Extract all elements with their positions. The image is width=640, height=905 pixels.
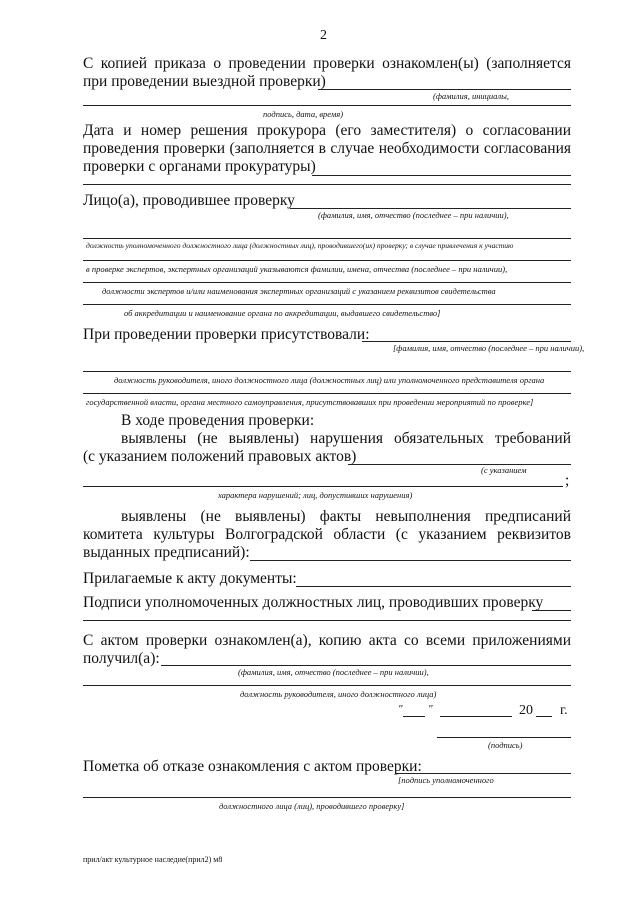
fill-line	[83, 685, 571, 686]
hint-text: (фамилия, имя, отчество (последнее – при наличии),	[318, 210, 509, 220]
text-line: проведения проверки (заполняется в случае необходимости согласования	[83, 140, 571, 157]
date-quote: "	[398, 703, 403, 715]
text-line: выявлены (не выявлены) нарушения обязательных требований	[121, 430, 571, 447]
hint-text: подпись, дата, время)	[263, 109, 344, 119]
fill-line	[348, 464, 571, 465]
hint-text: [подпись уполномоченного	[398, 775, 494, 785]
date-day-line	[403, 716, 425, 717]
hint-text: в проверке экспертов, экспертных организаций указываются фамилии, имена, отчества (последнее – при наличии),	[86, 264, 508, 274]
fill-line	[83, 238, 571, 239]
fill-line	[83, 184, 571, 185]
hint-text: (фамилия, имя, отчество (последнее – при наличии),	[238, 667, 429, 677]
hint-text: об аккредитации и наименование органа по аккредитации, выдавшего свидетельство]	[124, 308, 441, 318]
text-line: при проведении выездной проверки)	[83, 73, 326, 90]
fill-line	[318, 89, 571, 90]
fill-line	[250, 560, 571, 561]
text-line: проверки с органами прокуратуры)	[83, 158, 316, 175]
text-line: Лицо(а), проводившее проверку	[83, 192, 295, 209]
hint-text: должности экспертов и/или наименования экспертных организаций с указанием реквизитов свидетельства	[102, 286, 496, 296]
fill-line	[83, 620, 571, 621]
hint-text: должность уполномоченного должностного лица (должностных лиц), проводившего(их) проверку; в случае привлечения к участию	[86, 241, 514, 250]
fill-line	[83, 371, 571, 372]
fill-line	[290, 208, 571, 209]
fill-line	[83, 486, 563, 487]
text-line: С копией приказа о проведении проверки ознакомлен(ы) (заполняется	[83, 55, 571, 72]
hint-text: государственной власти, органа местного самоуправления, присутствовавших при проведении мероприятий по проверке]	[86, 397, 534, 407]
hint-text: (подпись)	[488, 740, 523, 750]
semicolon: ;	[565, 472, 570, 489]
hint-text: должность руководителя, иного должностного лица (должностных лиц) или уполномоченного представителя органа	[114, 375, 545, 385]
date-year: 20	[519, 703, 533, 718]
text-line: Прилагаемые к акту документы:	[83, 570, 297, 587]
fill-line	[312, 175, 571, 176]
date-year-suffix: г.	[560, 703, 568, 718]
text-line: выданных предписаний):	[83, 544, 250, 561]
fill-line	[83, 393, 571, 394]
fill-line	[161, 665, 571, 666]
fill-line	[362, 341, 571, 342]
text-line: С актом проверки ознакомлен(а), копию акта со всеми приложениями	[83, 632, 571, 649]
text-line: Дата и номер решения прокурора (его заместителя) о согласовании	[83, 122, 571, 139]
text-line: комитета культуры Волгоградской области (с указанием реквизитов	[83, 526, 571, 543]
page-number: 2	[320, 28, 327, 43]
fill-line	[83, 304, 571, 305]
text-line: получил(а):	[83, 650, 160, 667]
fill-line	[83, 260, 571, 261]
signature-line	[437, 737, 571, 738]
text-line: (с указанием положений правовых актов)	[83, 448, 357, 465]
hint-text: характера нарушений; лиц, допустивших нарушения)	[218, 490, 413, 500]
fill-line	[395, 773, 571, 774]
text-line: При проведении проверки присутствовали:	[83, 326, 370, 343]
hint-text: (фамилия, инициалы,	[433, 91, 510, 101]
hint-text: (с указанием	[481, 465, 527, 475]
fill-line	[296, 586, 571, 587]
date-year-line	[536, 716, 552, 717]
date-month-line	[440, 716, 512, 717]
fill-line	[83, 282, 571, 283]
date-quote: "	[428, 703, 433, 715]
fill-line	[83, 105, 571, 106]
text-line: выявлены (не выявлены) факты невыполнения предписаний	[121, 508, 571, 525]
text-line: Пометка об отказе ознакомления с актом проверки:	[83, 758, 422, 775]
hint-text: должность руководителя, иного должностного лица)	[240, 689, 437, 699]
fill-line	[83, 797, 571, 798]
text-line: Подписи уполномоченных должностных лиц, проводивших проверку	[83, 594, 544, 611]
text-line: В ходе проведения проверки:	[121, 412, 315, 429]
hint-text: [фамилия, имя, отчество (последнее – при наличии),	[393, 343, 585, 353]
footer-text: прил/акт культурное наследие(прил2) м8	[83, 855, 223, 864]
fill-line	[532, 610, 571, 611]
hint-text: должностного лица (лиц), проводившего проверку]	[219, 801, 405, 811]
